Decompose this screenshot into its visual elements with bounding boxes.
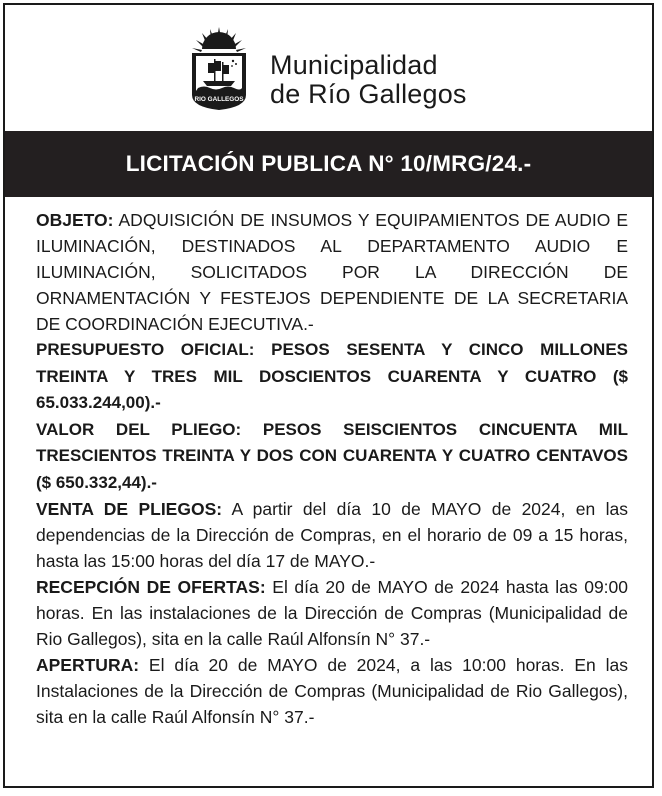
org-name-line-1: Municipalidad <box>270 50 438 80</box>
organization-name <box>270 51 467 109</box>
apertura-label: APERTURA: <box>36 655 140 675</box>
objeto-label: OBJETO: <box>36 210 114 230</box>
notice-frame <box>3 3 654 788</box>
section-apertura <box>36 652 628 730</box>
recepcion-label: RECEPCIÓN DE OFERTAS: <box>36 577 266 597</box>
section-recepcion-ofertas <box>36 574 628 652</box>
header <box>5 5 652 131</box>
recepcion-text: El día 20 de MAYO de 2024 hasta las 09:00 horas. En las instalaciones de la Dirección de Compras (Municipalidad de Rio Gallegos), sita en la calle Raúl Alfonsín N° 37.- <box>36 577 629 649</box>
logo-text: RIO GALLEGOS <box>194 96 244 103</box>
objeto-text: ADQUISICIÓN DE INSUMOS Y EQUIPAMIENTOS DE AUDIO E ILUMINACIÓN, DESTINADOS AL DEPARTAMENTO AUDIO E ILUMINACIÓN, SOLICITADOS POR LA DIRECCIÓN DE ORNAMENTACIÓN Y FESTEJOS DEPENDIENTE DE LA SECRETARIA DE COORDINACIÓN EJECUTIVA.- <box>36 210 628 334</box>
org-name-line-2: de Río Gallegos <box>270 79 467 109</box>
municipal-shield-logo-icon <box>188 25 250 111</box>
document-title: LICITACIÓN PUBLICA N° 10/MRG/24.- <box>125 151 532 176</box>
section-venta-pliegos <box>36 496 628 574</box>
notice-body <box>5 197 652 730</box>
apertura-text: El día 20 de MAYO de 2024, a las 10:00 horas. En las Instalaciones de la Dirección de Compras (Municipalidad de Rio Gallegos), sita en la calle Raúl Alfonsín N° 37.- <box>36 655 628 727</box>
section-objeto <box>36 207 628 337</box>
title-bar <box>5 131 652 197</box>
section-presupuesto: PRESUPUESTO OFICIAL: PESOS SESENTA Y CINCO MILLONES TREINTA Y TRES MIL DOSCIENTOS CUARENTA Y CUATRO ($ 65.033.244,00).- <box>36 340 628 412</box>
venta-text: A partir del día 10 de MAYO de 2024, en las dependencias de la Dirección de Compras, en el horario de 09 a 15 horas, hasta las 15:00 horas del día 17 de MAYO.- <box>36 499 628 571</box>
venta-label: VENTA DE PLIEGOS: <box>36 499 223 519</box>
section-valor-pliego: VALOR DEL PLIEGO: PESOS SEISCIENTOS CINCUENTA MIL TRESCIENTOS TREINTA Y DOS CON CUARENTA Y CUATRO CENTAVOS ($ 650.332,44).- <box>36 419 628 492</box>
